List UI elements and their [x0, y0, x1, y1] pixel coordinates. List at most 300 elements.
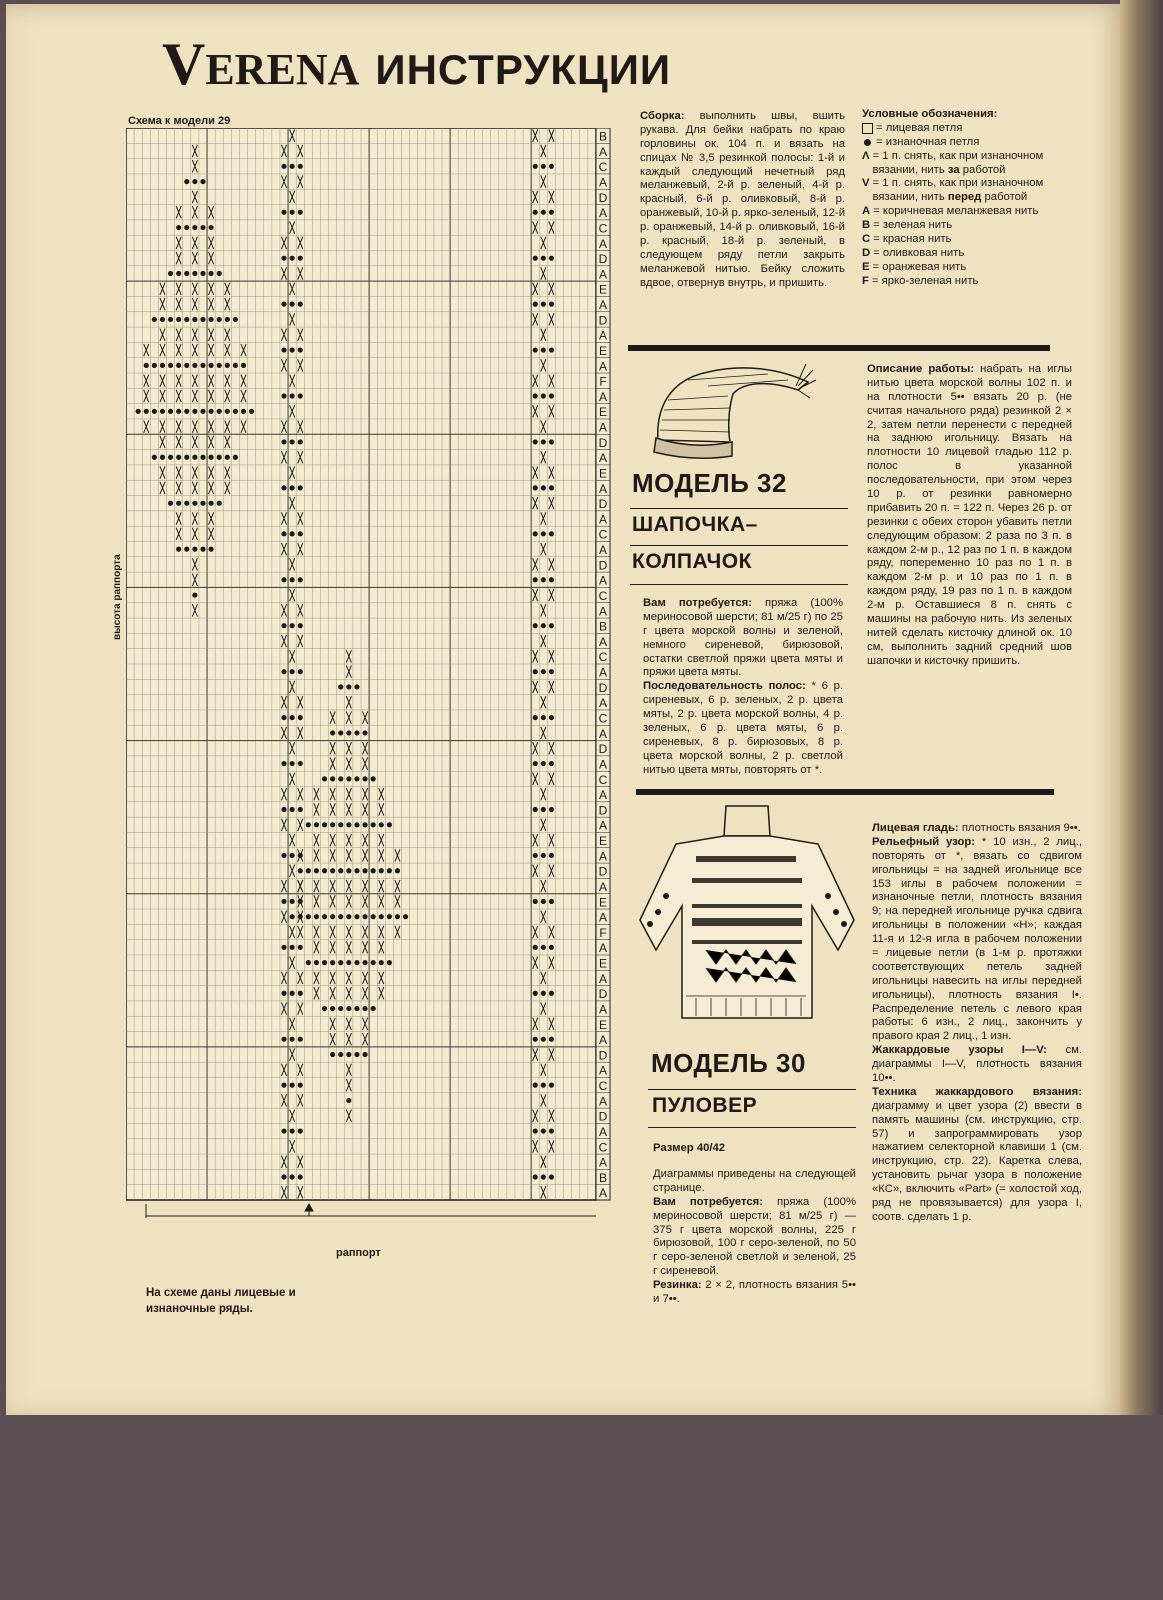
- purl-mark: [290, 623, 295, 628]
- purl-mark: [290, 531, 295, 536]
- purl-mark: [533, 210, 538, 215]
- purl-mark: [298, 393, 303, 398]
- purl-mark: [395, 914, 400, 919]
- purl-mark: [346, 730, 351, 735]
- purl-mark: [549, 531, 554, 536]
- purl-mark: [533, 531, 538, 536]
- purl-mark: [322, 960, 327, 965]
- purl-mark: [338, 960, 343, 965]
- purl-mark: [549, 485, 554, 490]
- purl-mark: [192, 409, 197, 414]
- purl-mark: [290, 807, 295, 812]
- model-30-materials: [653, 1168, 856, 1307]
- purl-mark: [379, 868, 384, 873]
- chart-grid: [126, 128, 634, 1240]
- title-rule: [630, 508, 848, 509]
- color-letter: C: [598, 527, 608, 542]
- purl-mark: [549, 164, 554, 169]
- purl-mark: [290, 302, 295, 307]
- color-letter: D: [598, 435, 608, 450]
- model-30-instructions: [872, 822, 1082, 1225]
- purl-mark: [176, 547, 181, 552]
- purl-mark: [362, 914, 367, 919]
- purl-mark: [192, 592, 197, 597]
- purl-mark: [338, 776, 343, 781]
- purl-mark: [541, 347, 546, 352]
- model-32-subtitle-1: ШАПОЧКА–: [632, 513, 758, 536]
- purl-mark: [298, 347, 303, 352]
- purl-mark: [533, 1128, 538, 1133]
- purl-mark: [225, 455, 230, 460]
- purl-mark: [298, 623, 303, 628]
- purl-mark: [346, 868, 351, 873]
- color-letter: A: [598, 879, 608, 894]
- color-letter: A: [598, 573, 608, 588]
- purl-mark: [298, 868, 303, 873]
- color-letter: A: [598, 298, 608, 313]
- color-letter: A: [598, 1002, 608, 1017]
- purl-mark: [362, 822, 367, 827]
- purl-mark: [549, 715, 554, 720]
- color-letter: A: [598, 1155, 608, 1170]
- purl-mark: [217, 409, 222, 414]
- purl-mark: [136, 409, 141, 414]
- purl-mark: [298, 1174, 303, 1179]
- purl-mark: [192, 271, 197, 276]
- purl-mark: [541, 485, 546, 490]
- color-letter: A: [598, 1094, 608, 1109]
- purl-mark: [549, 1174, 554, 1179]
- purl-mark: [176, 455, 181, 460]
- color-letter: A: [598, 1063, 608, 1078]
- purl-mark: [541, 991, 546, 996]
- purl-mark: [160, 317, 165, 322]
- purl-mark: [403, 914, 408, 919]
- purl-mark: [217, 455, 222, 460]
- purl-mark: [362, 1052, 367, 1057]
- color-letter: E: [598, 405, 608, 420]
- purl-mark: [306, 868, 311, 873]
- purl-mark: [541, 945, 546, 950]
- legend-item: [862, 275, 1070, 289]
- color-letter: C: [598, 1079, 608, 1094]
- purl-mark: [168, 455, 173, 460]
- purl-mark: [549, 899, 554, 904]
- purl-mark: [330, 868, 335, 873]
- color-letter: B: [598, 619, 608, 634]
- purl-mark: [354, 730, 359, 735]
- diagrams-note: Диаграммы приведены на следующей странице.: [653, 1168, 856, 1194]
- purl-mark: [314, 868, 319, 873]
- purl-mark: [395, 868, 400, 873]
- purl-mark: [330, 776, 335, 781]
- purl-mark: [298, 531, 303, 536]
- purl-mark: [290, 853, 295, 858]
- purl-mark: [354, 960, 359, 965]
- legend-symbol: E: [862, 260, 870, 273]
- purl-mark: [290, 393, 295, 398]
- purl-mark: [306, 822, 311, 827]
- legend-item: [862, 205, 1070, 219]
- purl-mark: [290, 1128, 295, 1133]
- purl-mark: [281, 485, 286, 490]
- purl-mark: [346, 960, 351, 965]
- color-letter: E: [598, 282, 608, 297]
- purl-mark: [387, 914, 392, 919]
- assembly-text: [640, 110, 845, 291]
- purl-mark: [233, 409, 238, 414]
- purl-mark: [217, 271, 222, 276]
- purl-mark: [298, 807, 303, 812]
- purl-mark: [354, 776, 359, 781]
- purl-mark: [354, 868, 359, 873]
- purl-mark: [549, 623, 554, 628]
- color-letter: A: [598, 328, 608, 343]
- color-letter: A: [598, 144, 608, 159]
- purl-mark: [160, 409, 165, 414]
- color-letter: E: [598, 956, 608, 971]
- purl-mark: [541, 439, 546, 444]
- purl-mark: [549, 347, 554, 352]
- purl-mark: [541, 531, 546, 536]
- purl-mark: [281, 623, 286, 628]
- purl-mark: [298, 715, 303, 720]
- purl-mark: [549, 302, 554, 307]
- legend-item: [862, 219, 1070, 233]
- color-letter: A: [598, 420, 608, 435]
- purl-mark: [290, 1083, 295, 1088]
- purl-mark: [168, 501, 173, 506]
- purl-mark: [233, 363, 238, 368]
- stripes-label: Последовательность полос:: [643, 680, 806, 693]
- purl-mark: [233, 455, 238, 460]
- purl-mark: [192, 547, 197, 552]
- purl-mark: [533, 807, 538, 812]
- color-letter: A: [598, 634, 608, 649]
- purl-mark: [217, 363, 222, 368]
- purl-mark: [338, 1052, 343, 1057]
- purl-mark: [160, 363, 165, 368]
- purl-mark: [298, 945, 303, 950]
- model-32-title: МОДЕЛЬ 32: [632, 468, 787, 498]
- color-letter: A: [598, 665, 608, 680]
- purl-mark: [387, 960, 392, 965]
- purl-mark: [346, 684, 351, 689]
- purl-mark: [290, 577, 295, 582]
- purl-mark: [241, 409, 246, 414]
- purl-mark: [176, 409, 181, 414]
- purl-mark: [290, 256, 295, 261]
- color-letter: A: [598, 818, 608, 833]
- purl-mark: [541, 761, 546, 766]
- legend-text: = зеленая нить: [873, 219, 953, 232]
- purl-mark: [281, 715, 286, 720]
- needs-text: пряжа (100% мериносовой шерсти; 81 м/25 г) по 25 г цвета морской волны и зеленой, немного сиреневой, бирюзовой, остатки светлой пряжи цвета мяты и пряжи цвета мяты.: [643, 597, 843, 679]
- purl-mark: [541, 256, 546, 261]
- legend-symbol: D: [862, 246, 871, 259]
- purl-mark: [249, 409, 254, 414]
- color-letter: A: [598, 175, 608, 190]
- purl-mark: [225, 317, 230, 322]
- purl-mark: [338, 868, 343, 873]
- purl-mark: [346, 776, 351, 781]
- purl-mark: [330, 960, 335, 965]
- purl-mark: [330, 914, 335, 919]
- purl-mark: [346, 1098, 351, 1103]
- purl-mark: [541, 715, 546, 720]
- subtitle-rule: [630, 584, 848, 585]
- purl-mark: [549, 577, 554, 582]
- purl-mark: [184, 547, 189, 552]
- divider-rule: [636, 789, 1054, 795]
- purl-mark: [281, 439, 286, 444]
- model-32-work: [867, 363, 1072, 669]
- chart-caption: Схема к модели 29: [128, 115, 231, 127]
- purl-mark: [290, 715, 295, 720]
- purl-mark: [281, 761, 286, 766]
- technique-label: Техника жаккардового вязания:: [872, 1085, 1082, 1098]
- purl-mark: [322, 914, 327, 919]
- purl-mark: [152, 363, 157, 368]
- purl-mark: [541, 1083, 546, 1088]
- purl-mark: [184, 271, 189, 276]
- purl-mark: [184, 501, 189, 506]
- purl-mark: [549, 669, 554, 674]
- purl-mark: [200, 455, 205, 460]
- purl-mark: [208, 225, 213, 230]
- purl-mark: [281, 1128, 286, 1133]
- purl-mark: [208, 547, 213, 552]
- purl-mark: [298, 669, 303, 674]
- purl-mark: [354, 1052, 359, 1057]
- assembly-body: выполнить швы, вшить рукава. Для бейки набрать по краю горловины ок. 104 п. и вязать на спицах № 3,5 резинкой полосы: 1-й и каждый следующий нечетный ряд меланжевый, 2-й р. зеленый, 4-й р. красный, 6-й р. оливковый, 8-й р. оранжевый, 10-й р. ярко-зеленый, 12-й р. оранжевый, 14-й р. оливковый, 16-й р. красный, 18-й р. зеленый, в следующем ряду петли закрыть меланжевой нитью. Бейку сложить вдвое, отвернув внутрь, и пришить.: [640, 110, 845, 289]
- purl-mark: [290, 761, 295, 766]
- legend-text: = 1 п. снять, как при изнаночном вязании, нить за работой: [872, 149, 1044, 176]
- purl-mark: [362, 730, 367, 735]
- purl-mark: [200, 409, 205, 414]
- purl-mark: [184, 225, 189, 230]
- purl-mark: [192, 317, 197, 322]
- purl-mark: [338, 914, 343, 919]
- technique-text: диаграмму и цвет узора (2) ввести в память машины (см. инструкцию, стр. 57) и запрограммировать узор нажатием селекторной клавиши 1 (см. инструкцию, стр. 22). Каретка слева, установить рычаг узора в положение «КС», включить «Part» (= холостой ход, ряд не провязывается) для узора I, соотв. сделать 1 р.: [872, 1099, 1082, 1223]
- color-letter: D: [598, 1048, 608, 1063]
- color-letter: A: [598, 604, 608, 619]
- purl-mark: [533, 715, 538, 720]
- brand-logo: VERENA: [162, 31, 360, 97]
- color-letter: D: [598, 803, 608, 818]
- color-letter: E: [598, 466, 608, 481]
- purl-mark: [346, 1006, 351, 1011]
- section-title: ИНСТРУКЦИИ: [375, 46, 672, 93]
- color-letter: E: [598, 1017, 608, 1032]
- purl-mark: [298, 256, 303, 261]
- purl-mark: [354, 1006, 359, 1011]
- color-letter: A: [598, 757, 608, 772]
- purl-mark: [533, 623, 538, 628]
- color-letter: D: [598, 1109, 608, 1124]
- color-letter: A: [598, 236, 608, 251]
- purl-mark: [541, 807, 546, 812]
- purl-mark: [144, 409, 149, 414]
- purl-mark: [354, 914, 359, 919]
- purl-mark: [314, 822, 319, 827]
- color-letter: D: [598, 313, 608, 328]
- color-letter: A: [598, 726, 608, 741]
- purl-mark: [192, 179, 197, 184]
- legend-title: Условные обозначения:: [862, 108, 998, 120]
- purl-mark: [541, 1174, 546, 1179]
- hat-illustration: [648, 350, 818, 460]
- purl-mark: [379, 914, 384, 919]
- legend-text: = 1 п. снять, как при изнаночном вязании, нить перед работой: [872, 177, 1044, 204]
- purl-mark: [298, 899, 303, 904]
- page-spine: [1120, 0, 1163, 1420]
- purl-mark: [371, 914, 376, 919]
- color-letter: C: [598, 588, 608, 603]
- purl-mark: [346, 914, 351, 919]
- purl-mark: [281, 853, 286, 858]
- needs-text: пряжа (100% мериносовой шерсти; 81 м/25 г) — 375 г цвета морской волны, 225 г бирюзовой, 100 г серо-зеленой, по 50 г серо-зеленой светлой и зеленой, 25 г сиреневой.: [653, 1195, 856, 1278]
- purl-mark: [541, 210, 546, 215]
- model-32-needs: [643, 597, 843, 778]
- purl-mark: [541, 577, 546, 582]
- color-letter: A: [598, 1124, 608, 1139]
- purl-mark: [346, 1052, 351, 1057]
- purl-mark: [290, 347, 295, 352]
- purl-mark: [533, 393, 538, 398]
- purl-mark: [200, 179, 205, 184]
- purl-mark: [152, 455, 157, 460]
- rapport-label: раппорт: [336, 1247, 381, 1259]
- purl-mark: [152, 409, 157, 414]
- purl-mark: [176, 501, 181, 506]
- color-letter: B: [598, 129, 608, 144]
- purl-mark: [281, 210, 286, 215]
- rapport-arrow: [305, 1204, 313, 1216]
- purl-mark: [330, 1052, 335, 1057]
- color-letter: D: [598, 252, 608, 267]
- purl-mark: [362, 1006, 367, 1011]
- purl-mark: [549, 945, 554, 950]
- purl-mark: [176, 225, 181, 230]
- color-letter: C: [598, 221, 608, 236]
- purl-mark: [549, 1083, 554, 1088]
- purl-mark: [533, 439, 538, 444]
- purl-mark: [225, 363, 230, 368]
- purl-mark: [298, 853, 303, 858]
- relief-label: Рельефный узор:: [872, 835, 976, 848]
- purl-mark: [549, 991, 554, 996]
- color-letter: D: [598, 864, 608, 879]
- work-text: набрать на иглы нитью цвета морской волны 102 п. и на плотности 5•• вязать 20 р. (не считая начального ряда) резинкой 2 × 2, затем петли перенести с передней на заднюю игольницу. Вязать на плотности 10 лицевой гладью 112 р. полос в указанной последовательности, при этом через 10 р. от резинки равномерно прибавить 20 п. = 122 п. Через 26 р. от резинки с обеих сторон убавить петли следующим образом: 2 раза по 3 п. в каждом 2-м р., 12 раз по 1 п. в каждом ряду, попеременно 10 раз по 1 п. в каждом 2-м р. и 10 раз по 1 п. в каждом ряду, 19 раз по 1 п. в каждом 2-м р. Оставшиеся 8 п. снять с машины на рабочую нить. Из зеленых нитей сделать кисточку длиной ок. 10 см, выполнить задний средний шов шапочки и кисточку пришить.: [867, 363, 1072, 667]
- purl-mark: [298, 302, 303, 307]
- purl-mark: [533, 945, 538, 950]
- purl-mark: [314, 960, 319, 965]
- purl-mark: [322, 822, 327, 827]
- page-header: [162, 30, 672, 97]
- purl-mark: [208, 317, 213, 322]
- purl-mark: [168, 409, 173, 414]
- color-letter: A: [598, 481, 608, 496]
- purl-mark: [549, 210, 554, 215]
- purl-mark: [371, 776, 376, 781]
- legend-item: [862, 233, 1070, 247]
- purl-mark: [549, 393, 554, 398]
- legend-text: = красная нить: [873, 233, 952, 246]
- purl-mark: [281, 1174, 286, 1179]
- model-30-title: МОДЕЛЬ 30: [651, 1048, 806, 1078]
- purl-mark: [371, 868, 376, 873]
- color-letter: A: [598, 206, 608, 221]
- color-letter: D: [598, 680, 608, 695]
- legend-text: = ярко-зеленая нить: [871, 274, 979, 287]
- work-label: Описание работы:: [867, 363, 975, 375]
- legend-symbol: B: [862, 219, 871, 232]
- color-letter: D: [598, 497, 608, 512]
- purl-mark: [541, 1037, 546, 1042]
- legend-item: [862, 150, 1070, 178]
- color-letter: A: [598, 1186, 608, 1201]
- purl-mark: [541, 164, 546, 169]
- purl-mark: [208, 501, 213, 506]
- color-letter: D: [598, 190, 608, 205]
- stripes-text: * 6 р. сиреневых, 6 р. зеленых, 2 р. цвета мяты, 2 р. цвета морской волны, 4 р. зеленых, 6 р. цвета мяты, 6 р. сиреневых, 8 р. бирюзовых, 8 р. цвета морской волны, 2 р. светлой нитью цвета мяты, повторять от *.: [643, 680, 843, 776]
- purl-mark: [354, 684, 359, 689]
- legend-text: = коричневая меланжевая нить: [873, 205, 1039, 218]
- purl-mark: [192, 501, 197, 506]
- purl-mark: [208, 455, 213, 460]
- purl-mark: [225, 409, 230, 414]
- purl-mark: [306, 914, 311, 919]
- purl-mark: [362, 960, 367, 965]
- legend-text: = оранжевая нить: [872, 260, 967, 273]
- purl-mark: [281, 899, 286, 904]
- purl-mark: [541, 302, 546, 307]
- purl-mark: [314, 914, 319, 919]
- purl-mark: [379, 822, 384, 827]
- purl-mark: [281, 393, 286, 398]
- color-letter: D: [598, 742, 608, 757]
- color-letter: E: [598, 343, 608, 358]
- purl-mark: [306, 960, 311, 965]
- legend-symbol: Λ: [862, 149, 870, 162]
- purl-mark: [549, 853, 554, 858]
- purl-mark: [290, 439, 295, 444]
- purl-mark: [200, 501, 205, 506]
- subtitle-rule: [630, 545, 848, 546]
- purl-mark: [533, 302, 538, 307]
- color-letter: F: [599, 925, 607, 940]
- subtitle-rule: [648, 1127, 856, 1128]
- legend-text: = изнаночная петля: [876, 135, 980, 148]
- purl-mark: [281, 256, 286, 261]
- purl-mark: [298, 1037, 303, 1042]
- legend-item: [862, 247, 1070, 261]
- color-letter: C: [598, 772, 608, 787]
- knit-stitch-symbol: [862, 123, 873, 134]
- legend-items: [862, 122, 1070, 289]
- knitting-chart: [126, 128, 634, 1240]
- purl-mark: [362, 868, 367, 873]
- purl-mark: [200, 317, 205, 322]
- purl-mark: [168, 363, 173, 368]
- purl-mark: [281, 1037, 286, 1042]
- purl-mark: [290, 485, 295, 490]
- purl-mark: [281, 164, 286, 169]
- purl-mark: [549, 1128, 554, 1133]
- purl-mark: [354, 822, 359, 827]
- purl-mark: [290, 210, 295, 215]
